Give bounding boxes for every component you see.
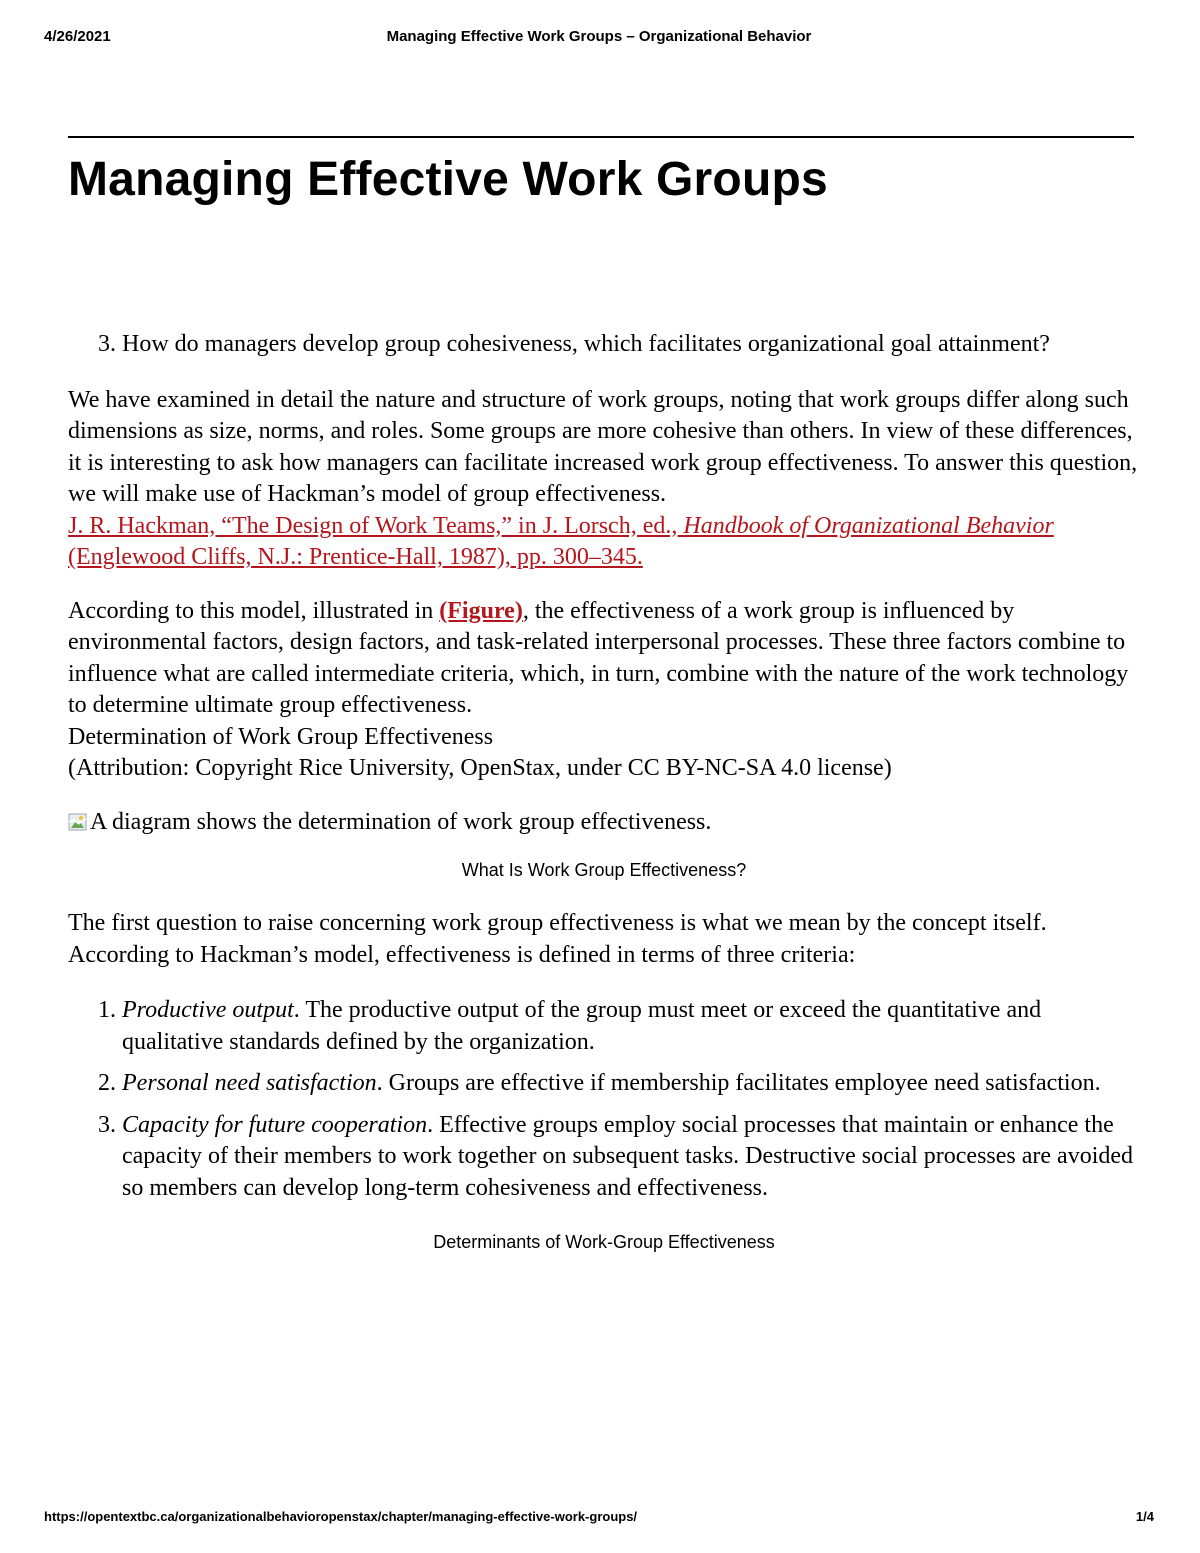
footnote-part2: (Englewood Cliffs, N.J.: Prentice-Hall, 1987), pp. 300–345. (68, 544, 643, 570)
figure-image (68, 807, 1140, 839)
title-divider (68, 136, 1134, 138)
section-heading-what-is: What Is Work Group Effectiveness? (461, 860, 747, 880)
section1-paragraph: The first question to raise concerning work group effectiveness is what we mean by the concept itself. According to Hackman’s model, effectiveness is defined in terms of three criteria: (68, 910, 1047, 968)
footnote-link[interactable] (68, 513, 1054, 571)
criteria-item (122, 1068, 1140, 1100)
learning-questions-list (68, 329, 1140, 361)
footnote-book-title: Handbook of Organizational Behavior (683, 512, 1054, 539)
page-title: Managing Effective Work Groups (68, 153, 828, 206)
criteria-term: Capacity for future cooperation (122, 1111, 428, 1138)
section-heading-determinants: Determinants of Work-Group Effectiveness (433, 1232, 775, 1252)
figure-link[interactable]: (Figure) (439, 597, 523, 624)
learning-question-item: 3. How do managers develop group cohesiveness, which facilitates organizational goal attainment? (122, 329, 1140, 361)
figure-title: Determination of Work Group Effectiveness (68, 723, 494, 750)
print-header (44, 28, 1154, 48)
intro-paragraph: We have examined in detail the nature and structure of work groups, noting that work groups differ along such dimensions as size, norms, and roles. Some groups are more cohesive than others. In view of these differences, it is interesting to ask how managers can facilitate increased work group effectiveness. To answer this question, we will make use of Hackman’s model of group effectiveness. (68, 386, 1138, 507)
print-doc-title: Managing Effective Work Groups – Organizational Behavior (386, 28, 812, 45)
main-content (68, 329, 1140, 1254)
page-number: 1/4 (1135, 1509, 1154, 1524)
criteria-term: Productive output (122, 997, 294, 1023)
print-date: 4/26/2021 (44, 28, 111, 45)
criteria-text: . Effective groups employ social processes that maintain or enhance the capacity of their members to work together on subsequent tasks. Destructive social processes are avoided so members can develop long-term cohesiveness and effectiveness. (122, 1111, 1134, 1201)
criteria-item (122, 1110, 1140, 1205)
footnote-part1: J. R. Hackman, “The Design of Work Teams,” in J. Lorsch, ed., (68, 512, 684, 539)
criteria-term: Personal need satisfaction (122, 1070, 377, 1096)
criteria-text: . The productive output of the group must meet or exceed the quantitative and qualitative standards defined by the organization. (122, 997, 1042, 1055)
criteria-item (122, 995, 1140, 1058)
broken-image-icon (68, 811, 88, 833)
criteria-text: . Groups are effective if membership facilitates employee need satisfaction. (376, 1070, 1101, 1096)
model-paragraph-start: According to this model, illustrated in (68, 597, 440, 624)
page-url: https://opentextbc.ca/organizationalbehavioropenstax/chapter/managing-effective-work-groups/ (44, 1509, 638, 1524)
figure-alt-text: A diagram shows the determination of work group effectiveness. (90, 808, 712, 835)
footnote (68, 511, 1140, 574)
criteria-list (68, 995, 1140, 1204)
model-paragraph-end: , the effectiveness of a work group is influenced by environmental factors, design factors, and task-related interpersonal processes. These three factors combine to influence what are called intermediate criteria, which, in turn, combine with the nature of the work technology to determine ultimate group effectiveness. (68, 597, 1129, 718)
model-paragraph (68, 596, 1140, 722)
print-footer (44, 1509, 1154, 1529)
figure-attribution: (Attribution: Copyright Rice University, OpenStax, under CC BY-NC-SA 4.0 license) (68, 755, 892, 781)
